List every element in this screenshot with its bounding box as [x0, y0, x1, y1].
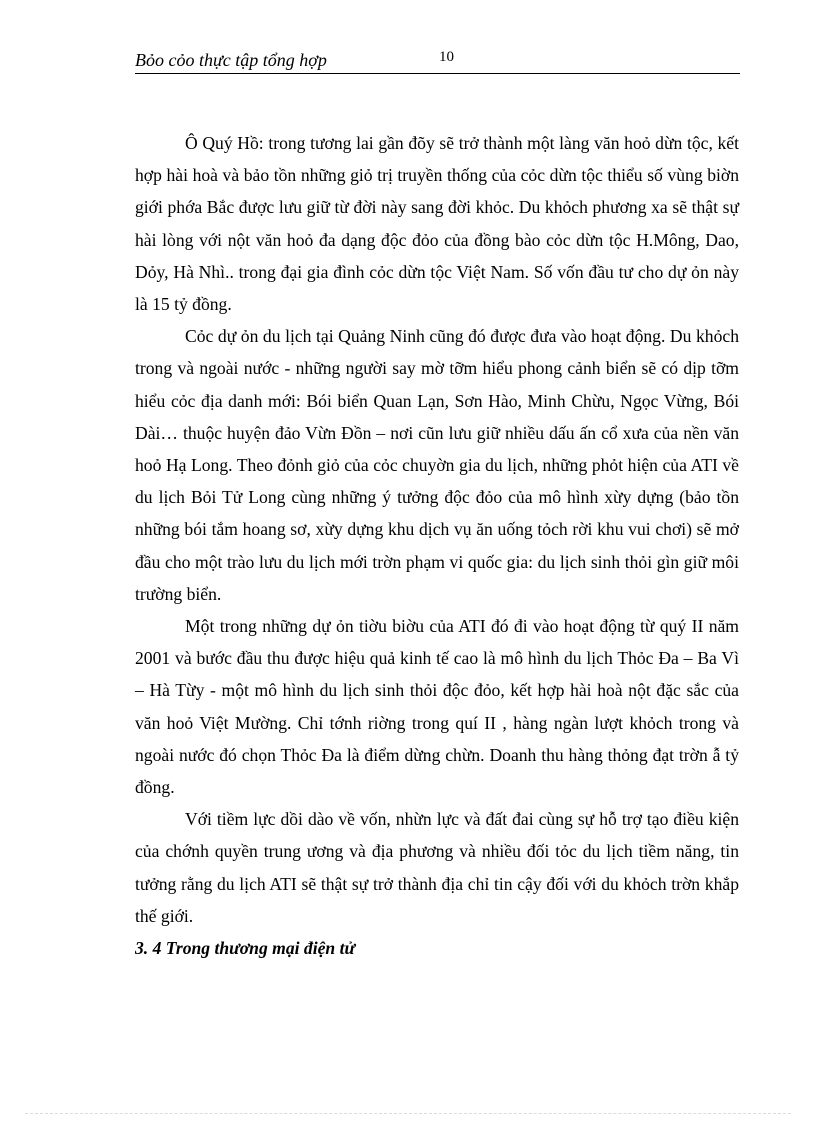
section-heading: 3. 4 Trong thương mại điện tử	[135, 938, 356, 959]
document-body	[135, 127, 739, 964]
paragraph-quang-ninh: Cỏc dự ỏn du lịch tại Quảng Ninh cũng đó được đưa vào hoạt động. Du khỏch trong và ngoài nước - những người say mờ tỡm hiểu phong cảnh biển sẽ có dịp tỡm hiểu cỏc địa danh mới: Bói biển Quan Lạn, Sơn Hào, Minh Chừu, Ngọc Vừng, Bói Dài… thuộc huyện đảo Vừn Đồn – nơi cũn lưu giữ nhiều dấu ấn cổ xưa của nền văn hoỏ Hạ Long. Theo đỏnh giỏ của cỏc chuyờn gia du lịch, những phỏt hiện của ATI về du lịch Bỏi Tử Long cùng những ý tưởng độc đỏo của mô hình xừy dựng (bảo tồn những bói tắm hoang sơ, xừy dựng khu dịch vụ ăn uống tỏch rời khu vui chơi) sẽ mở đầu cho một trào lưu du lịch mới trờn phạm vi quốc gia: du lịch sinh thỏi gìn giữ môi trường biển.	[135, 326, 739, 604]
page-header	[135, 49, 740, 74]
paragraph-thac-da: Một trong những dự ỏn tiờu biờu của ATI đó đi vào hoạt động từ quý II năm 2001 và bước đầu thu được hiệu quả kinh tế cao là mô hình du lịch Thỏc Đa – Ba Vì – Hà Từy - một mô hình du lịch sinh thỏi độc đỏo, kết hợp hài hoà nột đặc sắc của văn hoỏ Việt Mường. Chỉ tớnh riờng trong quí II , hàng ngàn lượt khỏch trong và ngoài nước đó chọn Thỏc Đa là điểm dừng chừn. Doanh thu hàng thỏng đạt trờn ẫ tỷ đồng.	[135, 616, 739, 798]
page-bottom-divider	[25, 1113, 791, 1114]
paragraph-o-quy-ho: Ô Quý Hồ: trong tương lai gần đõy sẽ trở thành một làng văn hoỏ dừn tộc, kết hợp hài hoà và bảo tồn những giỏ trị truyền thống của cỏc dừn tộc thiểu số vùng biờn giới phớa Bắc được lưu giữ từ đời này sang đời khỏc. Du khỏch phương xa sẽ thật sự hài lòng với nột văn hoỏ đa dạng độc đỏo của đồng bào cỏc dừn tộc H.Mông, Dao, Dỏy, Hà Nhì.. trong đại gia đình cỏc dừn tộc Việt Nam. Số vốn đầu tư cho dự ỏn này là 15 tỷ đồng.	[135, 133, 739, 315]
paragraph-ati-potential: Với tiềm lực dồi dào về vốn, nhừn lực và đất đai cùng sự hỗ trợ tạo điều kiện của chớnh quyền trung ương và địa phương và nhiều đối tỏc du lịch tiềm năng, tin tưởng rằng du lịch ATI sẽ thật sự trở thành địa chỉ tin cậy đối với du khỏch trờn khắp thế giới.	[135, 809, 739, 926]
header-title: Bỏo cỏo thực tập tổng hợp	[135, 50, 327, 70]
page-number: 10	[439, 49, 454, 65]
